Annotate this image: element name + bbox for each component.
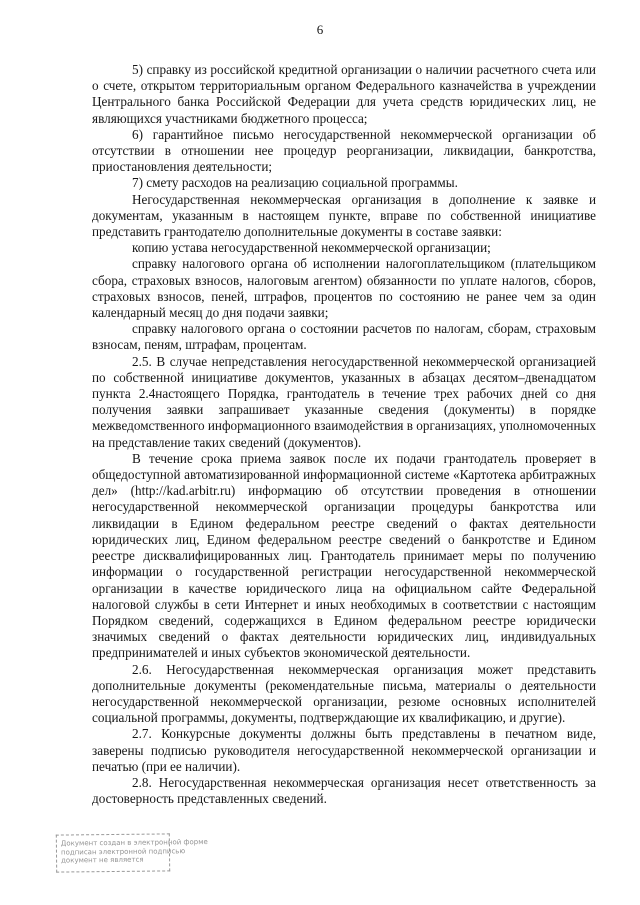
paragraph-additional-documents-intro: Негосударственная некоммерческая организация в дополнение к заявке и документам, указанным в настоящем пункте, вправе по собственной инициативе представить грантодателю дополнительные документы в составе заявки: [92,191,596,240]
paragraph-verification-procedure: В течение срока приема заявок после их подачи грантодатель проверяет в общедоступной автоматизированной информационной системе «Картотека арбитражных дел» (http://kad.arbitr.ru) информацию об отсутствии проведения в отношении негосударственной некоммерческой организации процедуры банкротства или ликвидации в Едином федеральном реестре сведений о фактах деятельности юридических лиц, Едином федеральном реестре сведений о банкротстве и Едином реестре дисквалифицированных лиц. Грантодатель принимает меры по получению информации о государственной регистрации негосударственной некоммерческой организации в качестве юридического лица на официальном сайте Федеральной налоговой службы в сети Интернет и иных необходимых в соответствии с настоящим Порядком сведений, содержащихся в Едином федеральном реестре юридически значимых сведений о фактах деятельности юридических лиц, индивидуальных предпринимателей и иных субъектов экономической деятельности. [92,450,596,661]
paragraph-section-2-7: 2.7. Конкурсные документы должны быть представлены в печатном виде, заверены подписью руководителя негосударственной некоммерческой организации и печатью (при ее наличии). [92,726,596,774]
stamp-line: Документ создан в электронной форме [60,838,208,848]
stamp-line: подписан электронной подписью [60,846,186,857]
paragraph-tax-certificate-settlements: справку налогового органа о состоянии расчетов по налогам, сборам, страховым взносам, пеням, штрафам, процентам. [92,321,596,353]
paragraph-item-5-bank-certificate: 5) справку из российской кредитной организации о наличии расчетного счета или о счете, открытом территориальным органом Федерального казначейства в учреждении Центрального банка Российской Федерации для учета средств юридических лиц, не являющихся участниками бюджетного процесса; [92,62,596,126]
electronic-signature-stamp [56,833,208,872]
paragraph-section-2-8: 2.8. Негосударственная некоммерческая организация несет ответственность за достоверность представленных сведений. [92,774,596,807]
paragraph-item-7-cost-estimate: 7) смету расходов на реализацию социальной программы. [132,175,458,191]
paragraph-section-2-6: 2.6. Негосударственная некоммерческая организация может представить дополнительные документы (рекомендательные письма, материалы о деятельности негосударственной некоммерческой организации, резюме основных исполнителей социальной программы, документы, подтверждающие их квалификацию, и другие). [92,661,596,726]
stamp-line: документ не является [61,855,144,865]
paragraph-item-6-guarantee-letter: 6) гарантийное письмо негосударственной некоммерческой организации об отсутствии в отношении нее процедур реорганизации, ликвидации, банкротства, приостановления деятельности; [92,126,596,175]
paragraph-section-2-5: 2.5. В случае непредставления негосударственной некоммерческой организацией по собственной инициативе документов, указанных в абзацах десятом–двенадцатом пункта 2.4настоящего Порядка, грантодатель в течение трех рабочих дней со дня получения заявки запрашивает указанные сведения (документы) в порядке межведомственного информационного взаимодействия в организациях, уполномоченных на представление таких сведений (документов). [92,353,596,450]
paragraph-charter-copy: копию устава негосударственной некоммерческой организации; [132,240,491,256]
paragraph-tax-certificate-obligations: справку налогового органа об исполнении налогоплательщиком (плательщиком сбора, страховых взносов, налоговым агентом) обязанности по уплате налогов, сборов, страховых взносов, пеней, штрафов, процентов по состоянию не ранее чем за один календарный месяц до дня подачи заявки; [92,256,596,321]
page-number: 6 [316,22,324,37]
document-body [92,62,596,807]
